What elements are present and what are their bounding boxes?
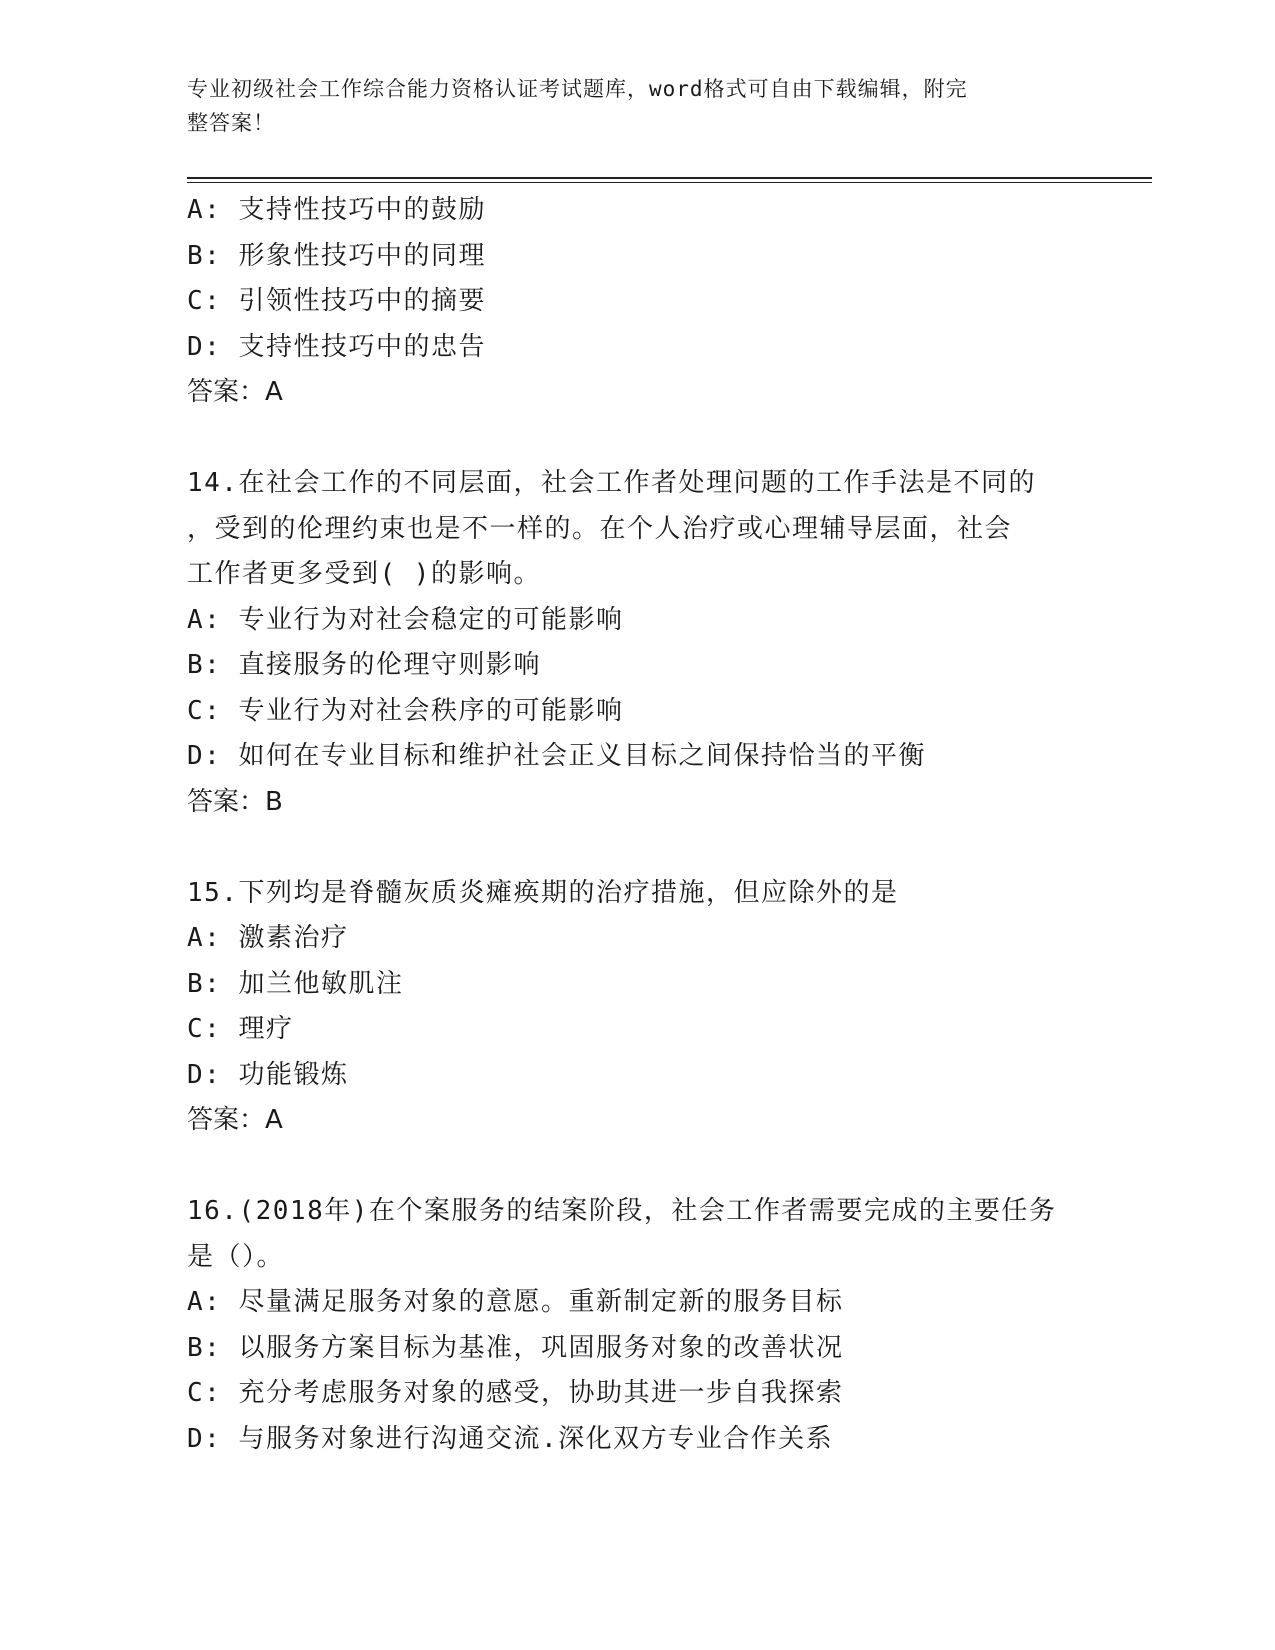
option-b: B: 加兰他敏肌注 bbox=[187, 968, 404, 999]
option-a: A: 尽量满足服务对象的意愿。重新制定新的服务目标 bbox=[187, 1287, 844, 1317]
option-d: D: 如何在专业目标和维护社会正义目标之间保持恰当的平衡 bbox=[187, 741, 926, 771]
question-text-line-1: 15.下列均是脊髓灰质炎瘫痪期的治疗措施，但应除外的是 bbox=[187, 877, 899, 908]
question-16 bbox=[187, 1189, 1087, 1462]
option-d: D: 功能锻炼 bbox=[187, 1059, 349, 1090]
option-d: D: 支持性技巧中的忠告 bbox=[187, 331, 486, 362]
question-text-line-2: ，受到的伦理约束也是不一样的。在个人治疗或心理辅导层面，社会 bbox=[187, 513, 1013, 544]
option-c: C: 专业行为对社会秩序的可能影响 bbox=[187, 695, 624, 726]
question-content bbox=[187, 188, 1087, 1462]
option-c: C: 理疗 bbox=[187, 1014, 294, 1044]
spacer bbox=[187, 1144, 1087, 1190]
option-c: C: 充分考虑服务对象的感受，协助其进一步自我探索 bbox=[187, 1378, 844, 1408]
answer-line: 答案：B bbox=[187, 786, 283, 817]
question-text-line-1: 14.在社会工作的不同层面，社会工作者处理问题的工作手法是不同的 bbox=[187, 468, 1036, 498]
spacer bbox=[187, 825, 1087, 871]
option-a: A: 专业行为对社会稳定的可能影响 bbox=[187, 604, 624, 635]
header-line-2: 整答案！ bbox=[187, 111, 275, 135]
answer-line: 答案：A bbox=[187, 1105, 283, 1135]
answer-line: 答案：A bbox=[187, 377, 283, 407]
header-rule-thin bbox=[187, 182, 1152, 183]
option-b: B: 直接服务的伦理守则影响 bbox=[187, 650, 541, 680]
option-a: A: 支持性技巧中的鼓励 bbox=[187, 195, 486, 225]
question-text-line-1: 16.(2018年)在个案服务的结案阶段，社会工作者需要完成的主要任务 bbox=[187, 1196, 1057, 1226]
question-text-line-2: 是（）。 bbox=[187, 1241, 285, 1272]
question-15 bbox=[187, 871, 1087, 1144]
spacer bbox=[187, 416, 1087, 462]
question-14 bbox=[187, 461, 1087, 825]
page-header bbox=[187, 72, 1067, 140]
option-b: B: 以服务方案目标为基准，巩固服务对象的改善状况 bbox=[187, 1332, 844, 1363]
question-13 bbox=[187, 188, 1087, 416]
option-a: A: 激素治疗 bbox=[187, 923, 349, 953]
option-b: B: 形象性技巧中的同理 bbox=[187, 240, 486, 271]
question-text-line-3: 工作者更多受到( )的影响。 bbox=[187, 559, 541, 589]
header-line-1: 专业初级社会工作综合能力资格认证考试题库，word格式可自由下载编辑，附完 bbox=[187, 77, 968, 101]
header-rule-thick bbox=[187, 177, 1152, 179]
option-d: D: 与服务对象进行沟通交流.深化双方专业合作关系 bbox=[187, 1423, 834, 1454]
option-c: C: 引领性技巧中的摘要 bbox=[187, 286, 486, 316]
